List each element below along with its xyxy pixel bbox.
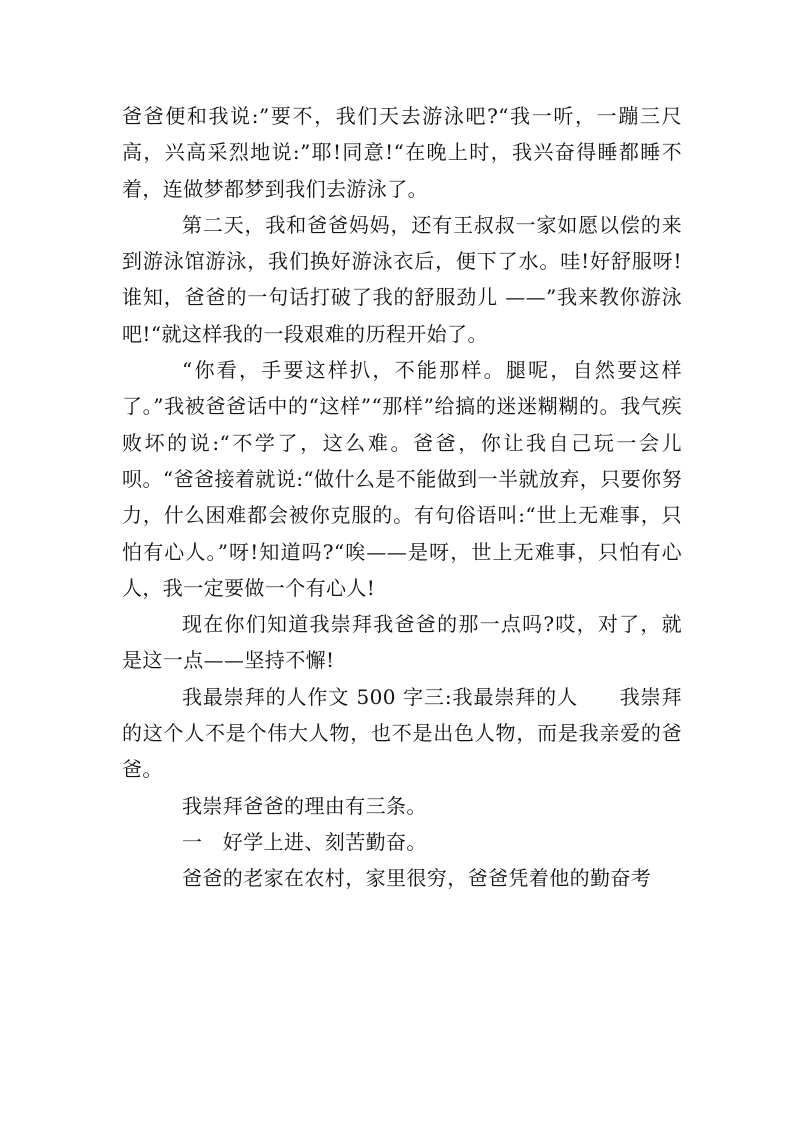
paragraph-4: 现在你们知道我崇拜我爸爸的那一点吗?哎，对了，就是这一点——坚持不懈!	[122, 612, 682, 673]
paragraph-8: 爸爸的老家在农村，家里很穷，爸爸凭着他的勤奋考	[182, 866, 652, 891]
paragraph-5: 我最崇拜的人作文 500 字三:我最崇拜的人 我崇拜的这个人不是个伟大人物，也不是出色人物，而是我亲爱的爸爸。	[122, 684, 682, 782]
paragraph-3: “你看，手要这样扒，不能那样。腿呢，自然要这样了。”我被爸爸话中的“这样”“那样”给搞的迷迷糊糊的。我气疾败坏的说:“不学了，这么难。爸爸，你让我自己玩一会儿呗。“爸爸接着就说:“做什么是不能做到一半就放弃，只要你努力，什么困难都会被你克服的。有句俗语叫:“世上无难事，只怕有心人。”呀!知道吗?“唉——是呀，世上无难事，只怕有心人，我一定要做一个有心人!	[122, 358, 682, 600]
paragraph-2: 第二天，我和爸爸妈妈，还有王叔叔一家如愿以偿的来到游泳馆游泳，我们换好游泳衣后，便下了水。哇!好舒服呀!谁知，爸爸的一句话打破了我的舒服劲儿 ——”我来教你游泳吧!“就这样我的一段艰难的历程开始了。	[122, 212, 682, 346]
paragraph-1: 爸爸便和我说:”要不，我们天去游泳吧?“我一听，一蹦三尺高，兴高采烈地说:”耶!同意!“在晚上时，我兴奋得睡都睡不着，连做梦都梦到我们去游泳了。	[122, 104, 682, 201]
essay-body	[122, 98, 682, 897]
paragraph-6: 我崇拜爸爸的理由有三条。	[182, 793, 427, 818]
paragraph-7: 一 好学上进、刻苦勤奋。	[182, 829, 427, 854]
